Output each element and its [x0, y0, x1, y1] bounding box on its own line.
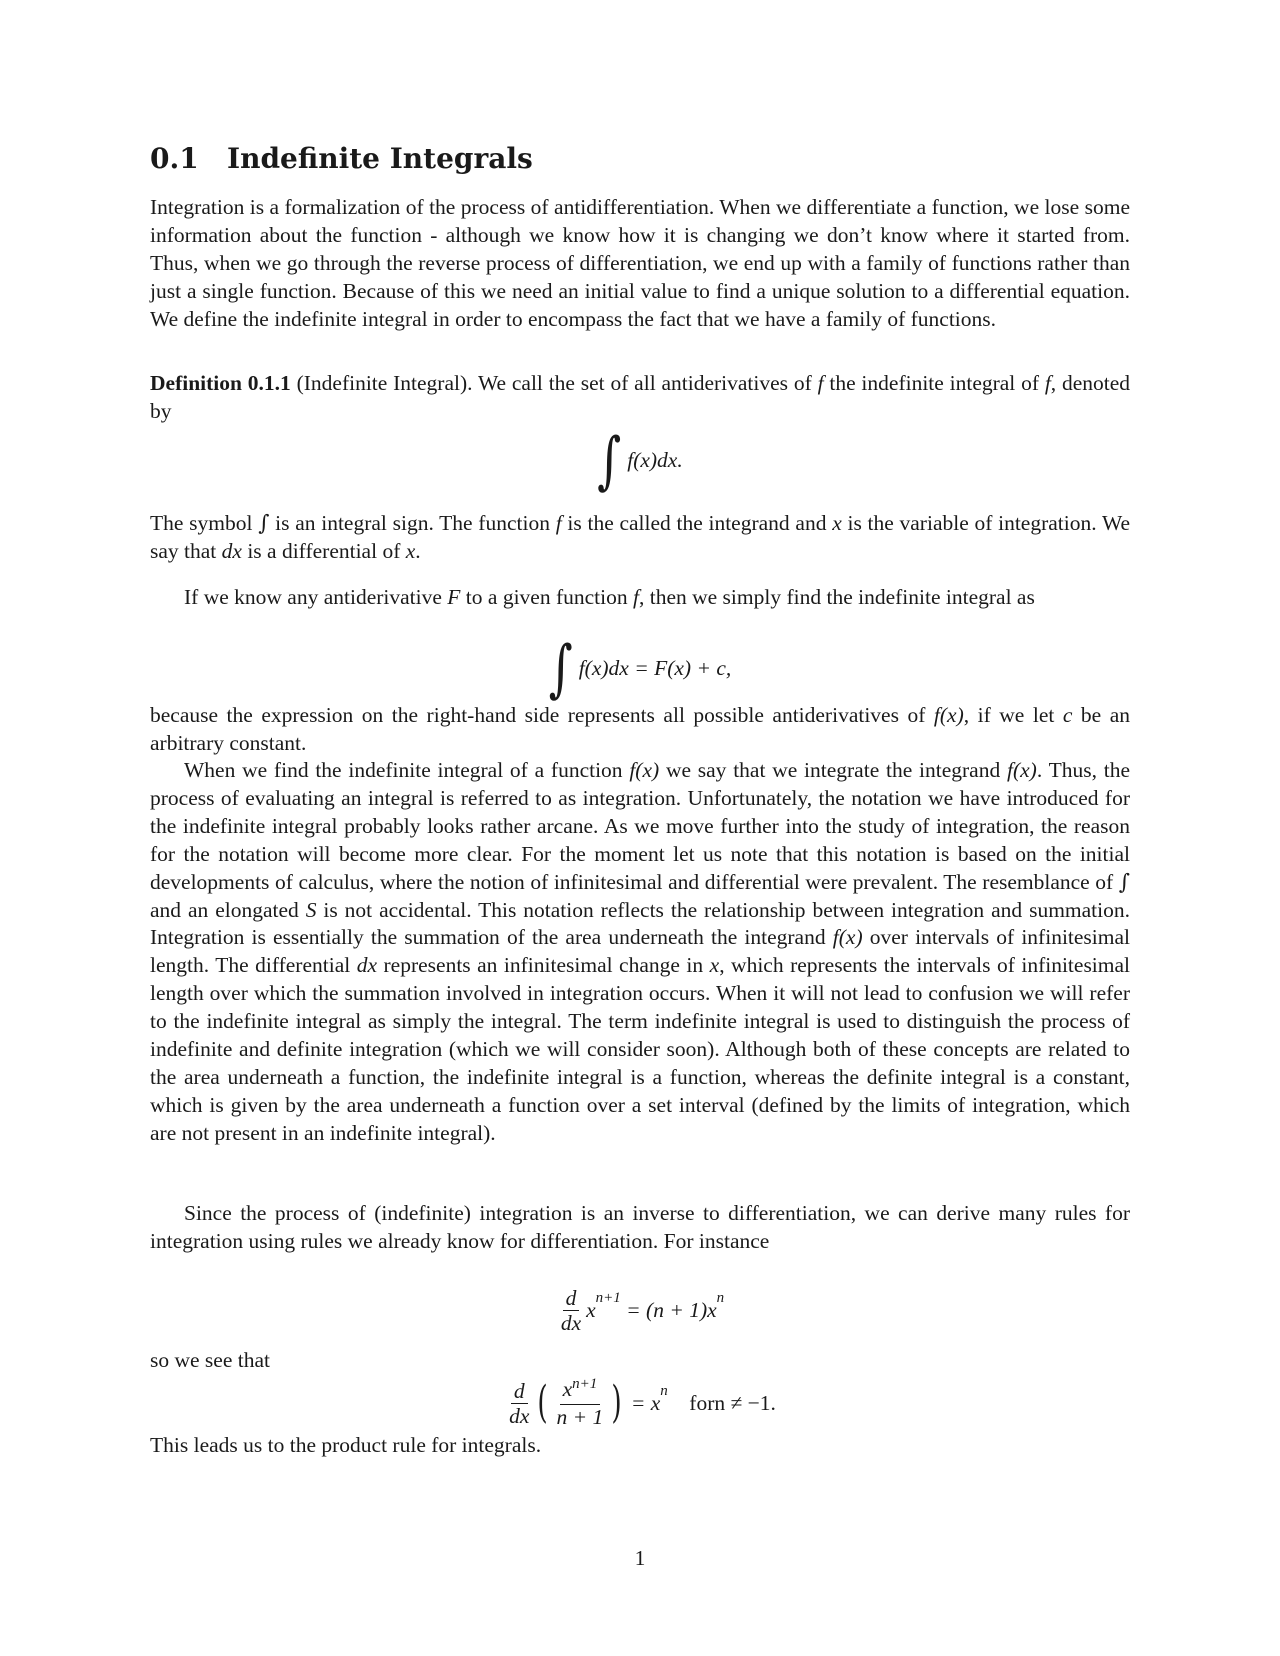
right-paren: ): [611, 1377, 623, 1428]
condition: forn ≠ −1.: [689, 1390, 776, 1415]
section-title: Indefinite Integrals: [227, 142, 533, 175]
definition-label: Definition 0.1.1: [150, 371, 291, 395]
integral-sign: ∫: [548, 631, 573, 705]
since-paragraph: Since the process of (indefinite) integration is an inverse to differentiation, we can derive many rules for integration using rules we already know for differentiation. For instance: [150, 1201, 1130, 1253]
left-paren: (: [537, 1377, 549, 1428]
definition-paragraph: Definition 0.1.1 (Indefinite Integral). We call the set of all antiderivatives of f the indefinite integral of f, denoted by: [150, 371, 1131, 423]
section-heading: [150, 142, 533, 175]
definition-equation: [150, 423, 1130, 497]
definition-name: (Indefinite Integral).: [296, 371, 473, 395]
power-rule-equation: $\frac{d}{dx}$ ( $\frac{x^{n+1}}{n + 1}$ ) = x n forn ≠ −1.: [150, 1368, 1130, 1438]
derivative-equation: $\frac{d}{dx}$ x n+1 = (n + 1)x n: [150, 1278, 1130, 1342]
inline-integral-sign: ∫: [258, 511, 270, 536]
derivative-operator: $\frac{d}{dx}$: [509, 1378, 530, 1428]
inline-integral-sign: ∫: [1118, 869, 1130, 895]
section-number: 0.1: [150, 142, 199, 175]
antiderivative-paragraph: If we know any antiderivative F to a given function f, then we simply find the indefinite integral as: [184, 585, 1035, 609]
integration-explanation-paragraph: When we find the indefinite integral of a function f(x) we say that we integrate the integrand f(x). Thus, the process of evaluating an integral is referred to as integration. Unfortunately, the notation we have introduced for the indefinite integral probably looks rather arcane. As we move further into the study of integration, the reason for the notation will become more clear. For the moment let us note that this notation is based on the initial developments of calculus, where the notion of infinitesimal and differential were prevalent. The resemblance of ∫ and an elongated S is not accidental. This notation reflects the relationship between integration and summation. Integration is essentially the summation of the area underneath the integrand f(x) over intervals of infinitesimal length. The differential dx represents an infinitesimal change in x, which represents the intervals of infinitesimal length over which the summation involved in integration occurs. When it will not lead to confusion we will refer to the indefinite integral as simply the integral. The term indefinite integral is used to distinguish the process of indefinite and definite integration (which we will consider soon). Although both of these concepts are related to the area underneath a function, the indefinite integral is a function, whereas the definite integral is a constant, which is given by the area underneath a function over a set interval (defined by the limits of integration, which are not present in an indefinite integral).: [150, 758, 1131, 1145]
because-paragraph: because the expression on the right-hand side represents all possible antiderivatives of f(x), if we let c be an arbitrary constant.: [150, 703, 1131, 755]
symbol-paragraph: The symbol ∫ is an integral sign. The function f is the called the integrand and x is the variable of integration. We say that dx is a differential of x.: [150, 511, 1131, 563]
closing-sentence: This leads us to the product rule for integrals.: [150, 1433, 542, 1457]
so-we-see-label: so we see that: [150, 1348, 271, 1372]
integrand-expression: f(x)dx.: [627, 447, 683, 472]
derivative-operator: $\frac{d}{dx}$: [560, 1285, 582, 1335]
integral-sign: ∫: [597, 423, 622, 497]
antiderivative-equation: [150, 631, 1130, 705]
page-number: 1: [634, 1546, 646, 1570]
inner-fraction: $\frac{x^{n+1}}{n + 1}$: [556, 1376, 604, 1429]
antiderivative-expression: f(x)dx = F(x) + c,: [578, 655, 732, 680]
intro-paragraph: Integration is a formalization of the process of antidifferentiation. When we differentiate a function, we lose some information about the function - although we know how it is changing we don’t know where it started from. Thus, when we go through the reverse process of differentiation, we end up with a family of functions rather than just a single function. Because of this we need an initial value to find a unique solution to a differential equation. We define the indefinite integral in order to encompass the fact that we have a family of functions.: [150, 195, 1130, 331]
